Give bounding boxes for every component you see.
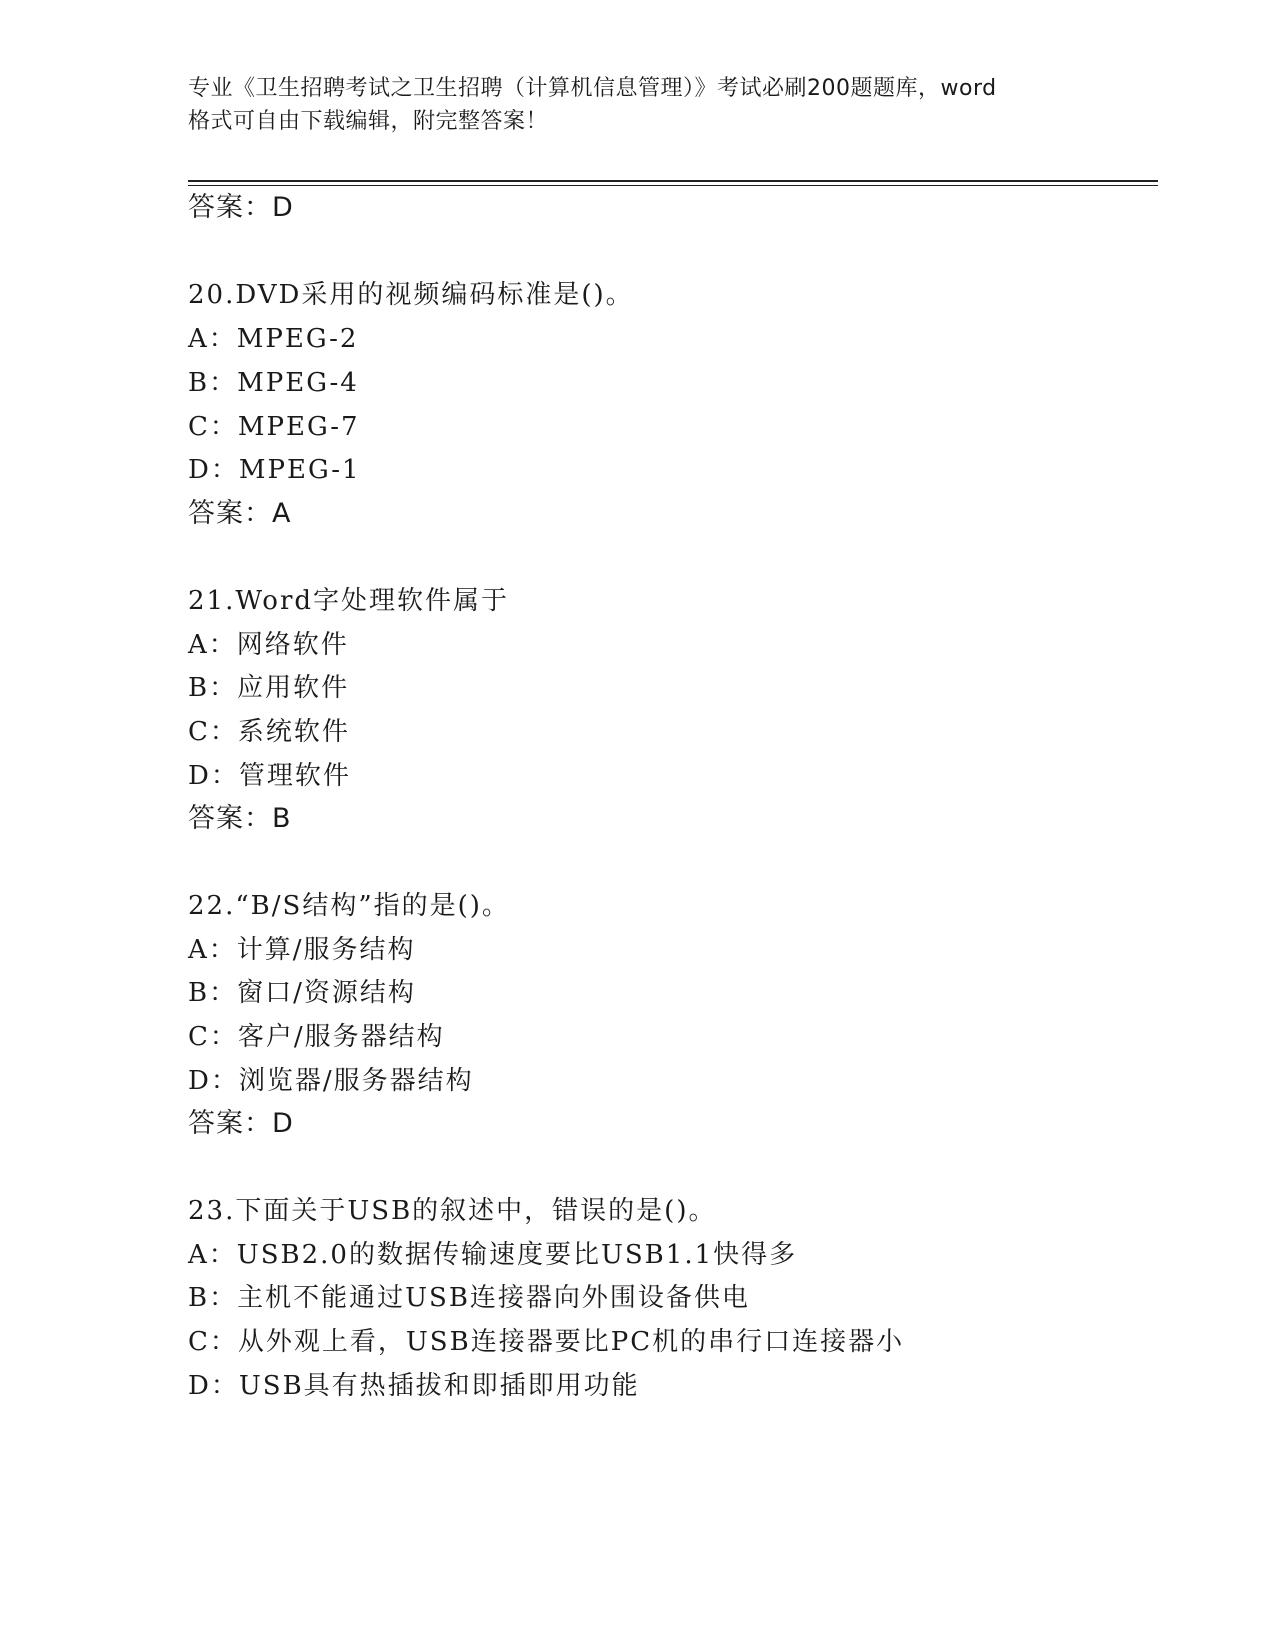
option-d: D：USB具有热插拔和即插即用功能 [188, 1371, 640, 1401]
question-stem: 22.“B/S结构”指的是()。 [188, 891, 510, 921]
option-c: C：从外观上看，USB连接器要比PC机的串行口连接器小 [188, 1327, 905, 1357]
previous-answer: 答案：D [188, 192, 294, 223]
option-d: D：MPEG-1 [188, 455, 361, 485]
option-c: C：系统软件 [188, 717, 350, 747]
option-b: B：窗口/资源结构 [188, 978, 416, 1008]
header-divider-thick [188, 180, 1158, 182]
option-d: D：管理软件 [188, 761, 351, 791]
answer: 答案：D [188, 1108, 294, 1139]
option-b: B：应用软件 [188, 673, 350, 703]
answer: 答案：B [188, 803, 292, 834]
document-header [188, 72, 1088, 138]
option-b: B：主机不能通过USB连接器向外围设备供电 [188, 1283, 750, 1313]
option-b: B：MPEG-4 [188, 368, 359, 398]
question-stem: 23.下面关于USB的叙述中，错误的是()。 [188, 1196, 717, 1226]
header-divider-thin [188, 185, 1158, 186]
header-line-2: 格式可自由下载编辑，附完整答案！ [188, 109, 549, 134]
option-a: A：计算/服务结构 [188, 935, 416, 965]
question-stem: 21.Word字处理软件属于 [188, 586, 510, 616]
option-c: C：客户/服务器结构 [188, 1022, 445, 1052]
option-c: C：MPEG-7 [188, 412, 360, 442]
option-a: A：网络软件 [188, 630, 349, 660]
option-a: A：USB2.0的数据传输速度要比USB1.1快得多 [188, 1240, 798, 1270]
answer: 答案：A [188, 498, 292, 529]
question-stem: 20.DVD采用的视频编码标准是()。 [188, 280, 634, 310]
option-a: A：MPEG-2 [188, 324, 359, 354]
header-line-1: 专业《卫生招聘考试之卫生招聘（计算机信息管理）》考试必刷200题题库，word [188, 76, 997, 101]
option-d: D：浏览器/服务器结构 [188, 1066, 474, 1096]
